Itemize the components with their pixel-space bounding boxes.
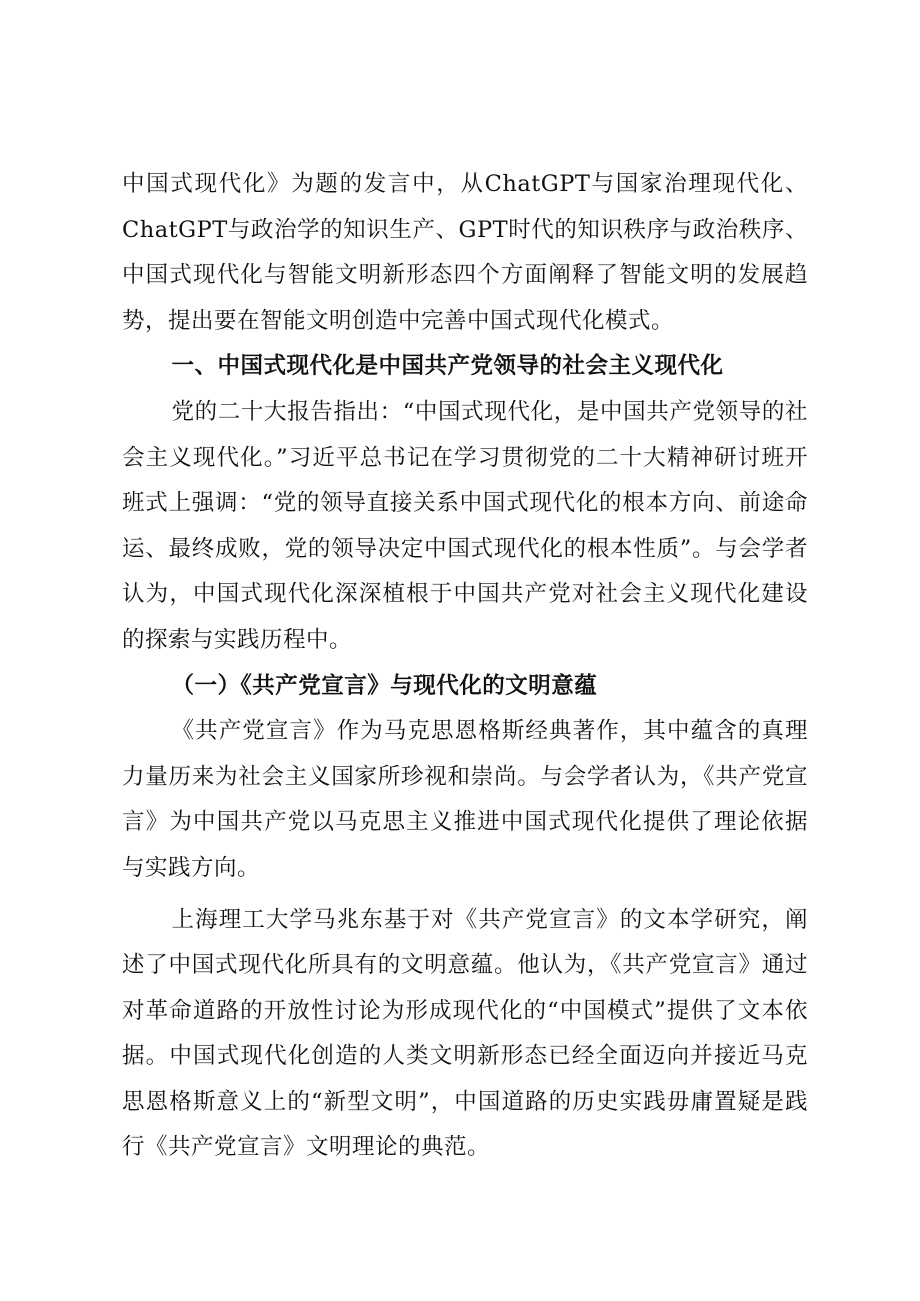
subsection-1-paragraph-1: 《共产党宣言》作为马克思恩格斯经典著作，其中蕴含的真理力量历来为社会主义国家所珍视和崇尚。与会学者认为，《共产党宣言》为中国共产党以马克思主义推进中国式现代化提供了理论依据与实践方向。 <box>122 718 808 881</box>
document-page <box>122 162 808 1171</box>
subsection-1-paragraph-2: 上海理工大学马兆东基于对《共产党宣言》的文本学研究，阐述了中国式现代化所具有的文明意蕴。他认为，《共产党宣言》通过对革命道路的开放性讨论为形成现代化的“中国模式”提供了文本依据。中国式现代化创造的人类文明新形态已经全面迈向并接近马克思恩格斯意义上的“新型文明”，中国道路的历史实践毋庸置疑是践行《共产党宣言》文明理论的典范。 <box>122 906 808 1161</box>
section-heading-1: 一、中国式现代化是中国共产党领导的社会主义现代化 <box>171 353 724 380</box>
section-1-paragraph: 党的二十大报告指出：“中国式现代化，是中国共产党领导的社会主义现代化。”习近平总书记在学习贯彻党的二十大精神研讨班开班式上强调：“党的领导直接关系中国式现代化的根本方向、前途命运、最终成败，党的领导决定中国式现代化的根本性质”。与会学者认为，中国式现代化深深植根于中国共产党对社会主义现代化建设的探索与实践历程中。 <box>122 398 808 653</box>
intro-paragraph: 中国式现代化》为题的发言中，从ChatGPT与国家治理现代化、ChatGPT与政治学的知识生产、GPT时代的知识秩序与政治秩序、中国式现代化与智能文明新形态四个方面阐释了智能文明的发展趋势，提出要在智能文明创造中完善中国式现代化模式。 <box>122 171 808 334</box>
subsection-heading-1: （一）《共产党宣言》与现代化的文明意蕴 <box>171 672 598 699</box>
